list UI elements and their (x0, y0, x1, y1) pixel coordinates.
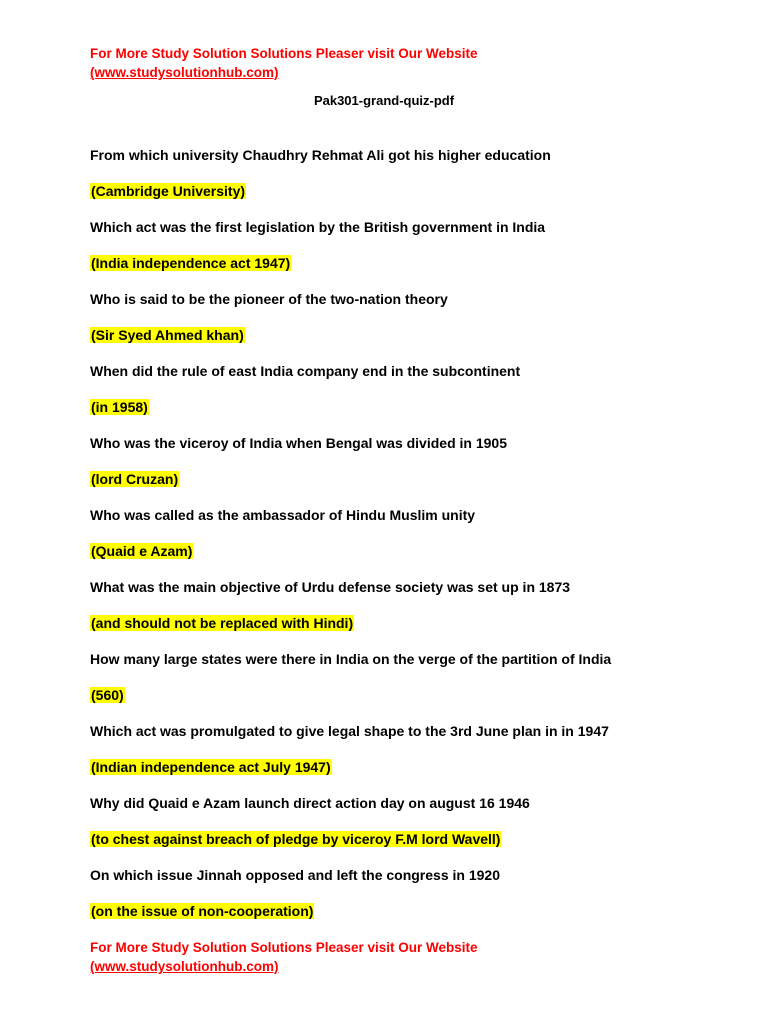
header-website-link[interactable]: (www.studysolutionhub.com) (90, 65, 279, 80)
answer-highlight: (India independence act 1947) (91, 255, 291, 271)
quiz-item (90, 290, 611, 362)
answer-text (90, 182, 611, 218)
answer-text (90, 686, 611, 722)
answer-highlight: (and should not be replaced with Hindi) (91, 615, 354, 631)
question-text: Which act was promulgated to give legal shape to the 3rd June plan in in 1947 (90, 723, 609, 739)
answer-highlight: (to chest against breach of pledge by viceroy F.M lord Wavell) (91, 831, 501, 847)
answer-text (90, 254, 611, 290)
answer-text (90, 830, 611, 866)
quiz-item (90, 218, 611, 290)
answer-highlight: (in 1958) (91, 399, 148, 415)
quiz-item (90, 650, 611, 722)
question-text: What was the main objective of Urdu defense society was set up in 1873 (90, 579, 571, 595)
question-text: Who was the viceroy of India when Bengal was divided in 1905 (90, 435, 507, 451)
quiz-item (90, 866, 611, 938)
quiz-item (90, 722, 611, 794)
answer-text (90, 758, 611, 794)
footer-website-link[interactable]: (www.studysolutionhub.com) (90, 959, 279, 974)
answer-text (90, 542, 611, 578)
answer-highlight: (on the issue of non-cooperation) (91, 903, 314, 919)
question-text: Who is said to be the pioneer of the two-nation theory (90, 291, 448, 307)
footer-promo-text: For More Study Solution Solutions Pleaser visit Our Website (90, 940, 478, 955)
question-text: Who was called as the ambassador of Hindu Muslim unity (90, 507, 476, 523)
quiz-item (90, 578, 611, 650)
question-text: When did the rule of east India company end in the subcontinent (90, 363, 521, 379)
answer-highlight: (Indian independence act July 1947) (91, 759, 331, 775)
footer-promo (90, 938, 478, 976)
quiz-item (90, 434, 611, 506)
answer-highlight: (Quaid e Azam) (91, 543, 193, 559)
header-promo-text: For More Study Solution Solutions Pleaser visit Our Website (90, 46, 478, 61)
quiz-item (90, 362, 611, 434)
answer-text (90, 902, 611, 938)
answer-highlight: (Sir Syed Ahmed khan) (91, 327, 244, 343)
header-promo (90, 44, 478, 82)
question-text: How many large states were there in India on the verge of the partition of India (90, 651, 612, 667)
document-title: Pak301-grand-quiz-pdf (313, 93, 455, 108)
question-text: Which act was the first legislation by the British government in India (90, 219, 546, 235)
answer-highlight: (lord Cruzan) (91, 471, 179, 487)
quiz-list (90, 146, 611, 938)
question-text: On which issue Jinnah opposed and left the congress in 1920 (90, 867, 500, 883)
quiz-item (90, 146, 611, 218)
question-text: Why did Quaid e Azam launch direct action day on august 16 1946 (90, 795, 530, 811)
answer-highlight: (Cambridge University) (91, 183, 246, 199)
answer-text (90, 326, 611, 362)
question-text: From which university Chaudhry Rehmat Ali got his higher education (90, 147, 551, 163)
answer-highlight: (560) (91, 687, 124, 703)
answer-text (90, 614, 611, 650)
quiz-item (90, 506, 611, 578)
quiz-item (90, 794, 611, 866)
answer-text (90, 398, 611, 434)
answer-text (90, 470, 611, 506)
